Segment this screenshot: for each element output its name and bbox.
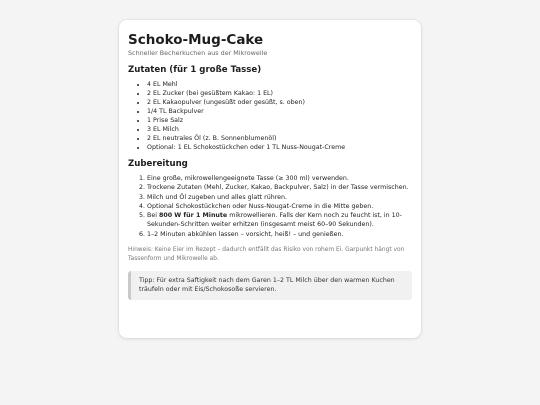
ingredients-heading: Zutaten (für 1 große Tasse)	[128, 65, 262, 75]
step-item: 2. Trockene Zutaten (Mehl, Zucker, Kakao, Backpulver, Salz) in der Tasse vermischen.	[147, 183, 412, 192]
ingredient-item: • 2 EL Zucker (bei gesüßtem Kakao: 1 EL)	[147, 89, 412, 98]
ingredient-item: • 2 EL Kakaopulver (ungesüßt oder gesüßt, s. oben)	[147, 98, 412, 107]
step-item: 4. Optional Schokostückchen oder Nuss-Nougat-Creme in die Mitte geben.	[147, 202, 412, 211]
preparation-steps	[128, 174, 412, 239]
step-text: mikrowellieren. Falls der Kern noch zu feucht ist, in 10-Sekunden-Schritten weiter erhitzen (insgesamt meist 60–90 Sekunden).	[147, 212, 402, 229]
step-item	[147, 211, 412, 230]
recipe-title: Schoko-Mug-Cake	[128, 32, 264, 48]
ingredient-item: • 3 EL Milch	[147, 125, 412, 134]
ingredient-item: • 4 EL Mehl	[147, 80, 412, 89]
recipe-card	[119, 20, 421, 338]
step-item: 6. 1–2 Minuten abkühlen lassen – vorsicht, heiß! – und genießen.	[147, 230, 412, 239]
step-item: 1. Eine große, mikrowellengeeignete Tasse (≥ 300 ml) verwenden.	[147, 174, 412, 183]
tip-box	[128, 271, 412, 300]
ingredient-item: • 1 Prise Salz	[147, 116, 412, 125]
tip-text: Tipp: Für extra Saftigkeit nach dem Garen 1–2 TL Milch über den warmen Kuchen träufeln oder mit Eis/Schokosoße servieren.	[139, 277, 395, 294]
ingredient-item: • 2 EL neutrales Öl (z. B. Sonnenblumenöl)	[147, 134, 412, 143]
step-text: Bei	[147, 212, 159, 220]
ingredients-list	[128, 80, 412, 152]
ingredient-item: • 1/4 TL Backpulver	[147, 107, 412, 116]
ingredient-item: • Optional: 1 EL Schokostückchen oder 1 TL Nuss-Nougat-Creme	[147, 143, 412, 152]
recipe-subtitle: Schneller Becherkuchen aus der Mikrowelle	[128, 49, 268, 57]
step-emphasis: 800 W für 1 Minute	[158, 212, 228, 220]
step-item: 3. Milch und Öl zugeben und alles glatt rühren.	[147, 193, 412, 202]
safety-note: Hinweis: Keine Eier im Rezept – dadurch entfällt das Risiko von rohem Ei. Garpunkt hängt von Tassenform und Mikrowelle ab.	[128, 247, 405, 263]
preparation-heading: Zubereitung	[128, 159, 188, 169]
